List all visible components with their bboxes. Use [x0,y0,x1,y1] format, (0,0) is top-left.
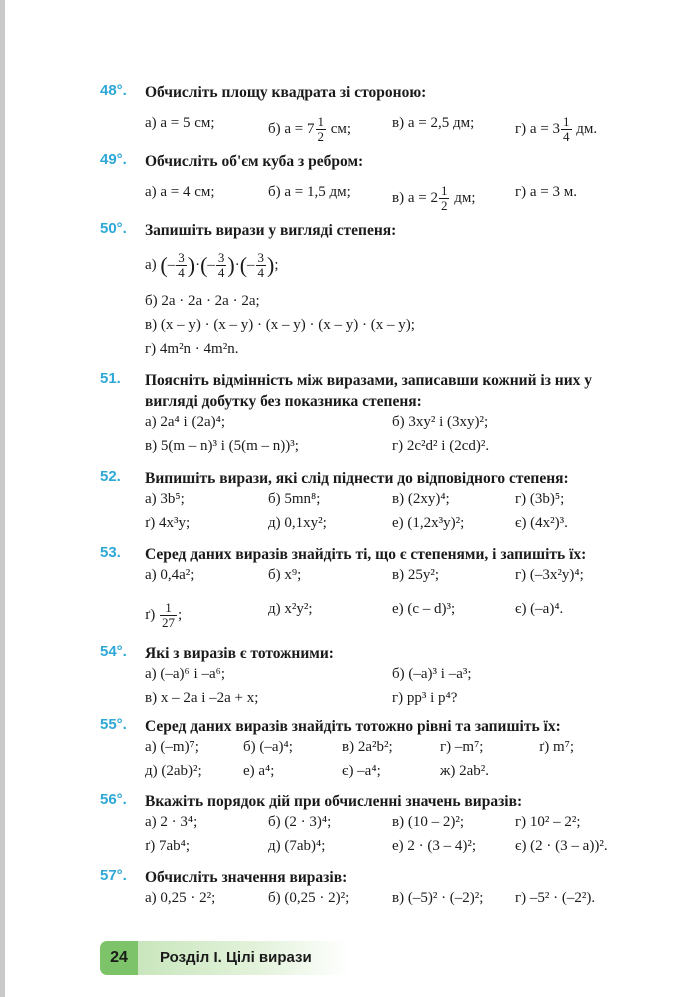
problem-statement: Серед даних виразів знайдіть ті, що є степенями, і запишіть їх: [145,546,587,563]
option: д) (2ab)²; [145,763,202,779]
option-b: б) a = 1,5 дм; [268,184,351,200]
option-d: г) a = 3 м. [515,184,578,200]
problem-number: 52. [100,468,121,485]
option: в) 2a²b²; [342,739,393,755]
problem-number: 49°. [100,151,127,168]
option-d: г) 4m²n · 4m²n. [145,341,239,357]
option: а) 0,25 · 2²; [145,890,216,906]
answer-row [145,513,645,537]
option: д) (7ab)⁴; [268,838,326,854]
problem-52 [100,468,645,537]
option-b: б) (–a)³ і –a³; [392,666,472,682]
option: д) 0,1xy²; [268,515,327,531]
option: е) (c – d)³; [392,601,456,617]
answer-row [145,565,645,589]
problem-49 [100,151,645,218]
option-c: в) x – 2a і –2a + x; [145,690,259,706]
option: б) (2 · 3)⁴; [268,814,332,830]
option: е) a⁴; [243,763,275,779]
problem-statement: Обчисліть значення виразів: [145,869,348,886]
option: б) x⁹; [268,567,302,583]
problem-statement: Обчисліть площу квадрата зі стороною: [145,84,427,101]
problem-56 [100,791,645,860]
problem-statement: Обчисліть об'єм куба з ребром: [145,153,364,170]
option: ґ) m⁷; [539,739,575,755]
option: б) 5mn⁸; [268,491,321,507]
option: а) (–m)⁷; [145,739,199,755]
option: в) (2xy)⁴; [392,491,450,507]
answer-row [145,589,645,635]
option-d: г) 2c²d² і (2cd)². [392,438,490,454]
option: а) 3b⁵; [145,491,185,507]
option-b: б) a = 7 $\frac{1}{2}$ см; [268,114,352,144]
problem-50 [100,220,645,361]
option: а) 0,4a²; [145,567,195,583]
option: в) (10 – 2)²; [392,814,464,830]
problem-number: 56°. [100,791,127,808]
option: є) (4x²)³. [515,515,568,531]
problem-number: 57°. [100,867,127,884]
option: е) 2 · (3 – 4)²; [392,838,477,854]
problem-48 [100,82,645,149]
option: є) (2 · (3 – a))². [515,838,608,854]
option: г) (3b)⁵; [515,491,565,507]
option: є) (–a)⁴. [515,601,564,617]
option-a: а) (– $\frac{3}{4}$ )·(– $\frac{3}{4}$ )·(– $\frac{3}{4}$ ); [145,250,279,281]
problem-statement: Серед даних виразів знайдіть тотожно рівні та запишіть їх: [145,718,561,735]
answer-row [145,688,645,712]
option-a: а) (–a)⁶ і –a⁶; [145,666,226,682]
problem-statement: Які з виразів є тотожними: [145,645,334,662]
answer-row [145,412,645,436]
answer-row [145,737,645,761]
option: в) (–5)² · (–2)²; [392,890,484,906]
problem-number: 50°. [100,220,127,237]
option: г) (–3x²y)⁴; [515,567,584,583]
problem-number: 53. [100,544,121,561]
problem-55 [100,716,645,785]
option-b: б) 2a · 2a · 2a · 2a; [145,293,260,309]
answer-row [145,172,645,218]
option: г) 10² – 2²; [515,814,581,830]
page-footer [100,941,350,975]
answer-row [145,836,645,860]
option-g: ґ) $\frac{1}{27}$ ; [145,600,183,630]
problem-number: 51. [100,370,121,387]
option-c: в) (x – y) · (x – y) · (x – y) · (x – y) · (x – y); [145,317,415,333]
problem-57 [100,867,645,912]
option-c: в) 5(m – n)³ і (5(m – n))³; [145,438,299,454]
option-b: б) 3xy² і (3xy)²; [392,414,489,430]
problem-statement: Поясніть відмінність між виразами, записавши кожний із них у вигляді добутку без показника степеня: [145,372,593,410]
option: б) (–a)⁴; [243,739,293,755]
option-a: а) 2a⁴ і (2a)⁴; [145,414,226,430]
answer-row [145,664,645,688]
problem-51 [100,370,645,460]
problem-number: 55°. [100,716,127,733]
option: а) 2 · 3⁴; [145,814,198,830]
problem-statement: Випишіть вирази, які слід піднести до відповідного степеня: [145,470,569,487]
option: г) –m⁷; [440,739,484,755]
chapter-title: Розділ І. Цілі вирази [138,941,350,975]
problem-statement: Вкажіть порядок дій при обчисленні значень виразів: [145,793,523,810]
option-d: г) pp³ і p⁴? [392,690,458,706]
answer-row [145,812,645,836]
option: в) 25y²; [392,567,439,583]
option: ж) 2ab². [440,763,490,779]
problem-number: 54°. [100,643,127,660]
option-c: в) a = 2,5 дм; [392,115,475,131]
answer-row [145,103,645,149]
option: г) –5² · (–2²). [515,890,596,906]
problem-54 [100,643,645,712]
answer-row [145,888,645,912]
option-a: а) a = 5 см; [145,115,215,131]
page-number: 24 [100,941,138,975]
option: ґ) 4x³y; [145,515,191,531]
problem-statement: Запишіть вирази у вигляді степеня: [145,222,397,239]
answer-row [145,436,645,460]
option: д) x²y²; [268,601,313,617]
option-d: г) a = 3 $\frac{1}{4}$ дм. [515,114,598,144]
problem-number: 48°. [100,82,127,99]
answer-row [145,761,645,785]
option: є) –a⁴; [342,763,381,779]
option-c: в) a = 2 $\frac{1}{2}$ дм; [392,183,476,213]
option: ґ) 7ab⁴; [145,838,191,854]
option: б) (0,25 · 2)²; [268,890,350,906]
problem-53 [100,544,645,635]
option: е) (1,2x³y)²; [392,515,465,531]
answer-row [145,489,645,513]
option-a: а) a = 4 см; [145,184,215,200]
